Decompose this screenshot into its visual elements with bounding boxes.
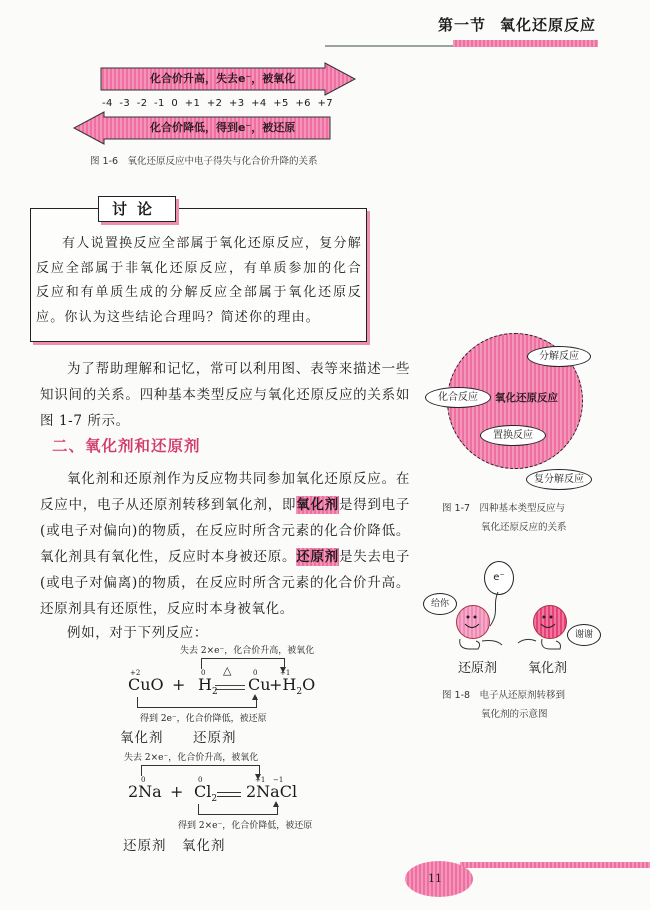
- character-feet-icon: [456, 635, 506, 653]
- character-feet-icon: [516, 635, 566, 653]
- paragraph-text: 是得到电子(或电子对偏向)的物质，在反应时所含元素的化合价降低。氧化剂具有氧化性，反应时本身被还原。: [40, 497, 410, 565]
- arrow-left-label: 化合价降低，得到e⁻，被还原: [150, 121, 296, 134]
- oval-combination: 化合反应: [425, 387, 491, 408]
- speech-bubble-thanks: 谢谢: [567, 624, 601, 646]
- oval-displacement: 置换反应: [480, 425, 546, 446]
- electron-transfer-bracket-bottom: [198, 804, 278, 815]
- section-heading: 二、氧化剂和还原剂: [52, 437, 201, 455]
- header-accent-bar: [453, 40, 598, 47]
- oxidation-state: +1: [280, 669, 291, 677]
- electron-balloon: e⁻: [484, 561, 514, 595]
- intro-paragraph: 为了帮助理解和记忆，常可以利用图、表等来描述一些知识间的关系。四种基本类型反应与氧化还原反应的关系如图 1-7 所示。: [40, 361, 410, 429]
- role-reductant: 还原剂: [193, 730, 237, 746]
- figure-1-8-caption-line2: 氧化剂的示意图: [481, 709, 548, 720]
- oxidation-state: +1: [255, 776, 266, 784]
- reactant-cuo: CuO: [128, 675, 164, 694]
- product-nacl: 2NaCl: [246, 782, 298, 801]
- oval-decomposition: 分解反应: [527, 346, 591, 367]
- plus-sign: +: [172, 675, 186, 694]
- reactant-h2: $H_2$: [198, 675, 218, 698]
- paragraph-text: 氧化剂和还原剂作为反应物共同参加氧化还原反应。在反应中，电子从还原剂转移到氧化剂，即: [40, 471, 410, 513]
- equation-1-bottom-note: 得到 2e⁻，化合价降低，被还原: [140, 714, 267, 724]
- section-number: 第一节: [438, 16, 487, 34]
- figure-1-6: [70, 55, 370, 175]
- reactant-na: 2Na: [128, 782, 162, 801]
- section-title: 氧化还原反应: [500, 16, 597, 34]
- highlight-reductant: 还原剂: [296, 549, 339, 565]
- oxidation-state: 0: [201, 669, 206, 677]
- reactant-cl2: $Cl_2$: [194, 782, 218, 805]
- product-cu: Cu: [248, 675, 271, 694]
- oval-double-displacement: 复分解反应: [526, 469, 592, 490]
- heat-condition-icon: △: [223, 664, 232, 677]
- example-intro: 例如，对于下列反应：: [67, 625, 208, 641]
- redox-center-label: 氧化还原反应: [495, 392, 558, 404]
- smiley-face-icon: [533, 605, 565, 637]
- oxidation-state: 0: [141, 776, 146, 784]
- role-oxidant: 氧化剂: [120, 730, 164, 746]
- footer-accent-bar: [460, 862, 650, 868]
- figure-1-6-caption: 图 1-6 氧化还原反应中电子得失与化合价升降的关系: [90, 156, 318, 167]
- electron-transfer-bracket-top: [201, 658, 285, 669]
- valence-scale: -4 -3 -2 -1 0 +1 +2 +3 +4 +5 +6 +7: [102, 98, 333, 109]
- smiley-face-icon: [456, 605, 488, 637]
- figure-1-8-caption-line1: 图 1-8 电子从还原剂转移到: [442, 690, 566, 701]
- plus-sign: +: [170, 782, 184, 801]
- electron-transfer-bracket-top: [141, 765, 260, 776]
- oxidation-state: +2: [130, 669, 141, 677]
- role-oxidant: 氧化剂: [182, 838, 226, 854]
- equals-sign: [217, 792, 241, 797]
- equation-2-top-note: 失去 2×e⁻，化合价升高，被氧化: [124, 753, 259, 763]
- definition-paragraph: [40, 466, 410, 622]
- product-h2o: $+H_2O$: [269, 675, 316, 698]
- equals-sign: [215, 685, 245, 690]
- arrow-up-icon: [252, 694, 258, 700]
- paragraph-text: 是失去电子(或电子对偏离)的物质，在反应时所含元素的化合价升高。还原剂具有还原性，反应时本身被氧化。: [40, 549, 410, 617]
- chapter-header: [438, 14, 596, 35]
- electron-transfer-bracket-bottom: [137, 697, 257, 708]
- equation-2-bottom-note: 得到 2×e⁻，化合价降低，被还原: [178, 821, 313, 831]
- header-rule: [325, 45, 470, 47]
- discussion-text: 有人说置换反应全部属于氧化还原反应，复分解反应全部属于非氧化还原反应，有单质参加的化合反应和有单质生成的分解反应全部属于氧化还原反应。你认为这些结论合理吗？简述你的理由。: [36, 236, 362, 325]
- arrow-up-icon: [273, 801, 279, 807]
- figure-1-7-caption-line1: 图 1-7 四种基本类型反应与: [442, 503, 566, 514]
- equation-1-top-note: 失去 2×e⁻，化合价升高，被氧化: [180, 646, 315, 656]
- oxidation-state: −1: [273, 776, 284, 784]
- equation-2: [110, 748, 370, 858]
- figure-1-7-caption-line2: 氧化还原反应的关系: [481, 522, 567, 533]
- role-reductant: 还原剂: [123, 838, 167, 854]
- oxidation-state: 0: [253, 669, 258, 677]
- discussion-label: 讨论: [98, 196, 176, 222]
- page-number: 11: [428, 872, 442, 885]
- speech-bubble-give: 给你: [423, 593, 457, 615]
- label-reductant: 还原剂: [458, 661, 498, 676]
- oxidation-state: 0: [198, 776, 203, 784]
- label-oxidant: 氧化剂: [528, 661, 568, 676]
- figure-1-8: [420, 550, 650, 720]
- equation-1: [110, 640, 370, 750]
- highlight-oxidant: 氧化剂: [296, 497, 339, 513]
- arrow-right-label: 化合价升高，失去e⁻，被氧化: [150, 72, 296, 85]
